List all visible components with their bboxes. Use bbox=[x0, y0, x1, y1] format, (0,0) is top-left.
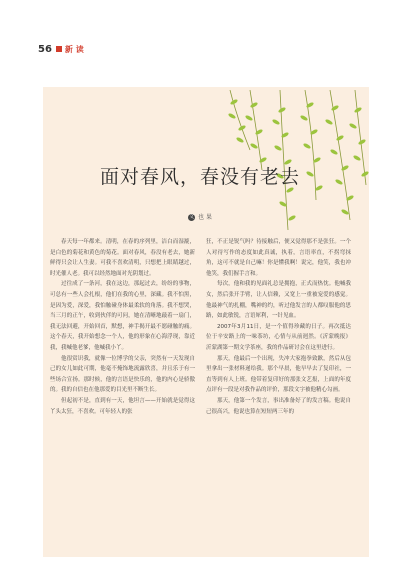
left-column bbox=[50, 237, 195, 417]
paragraph: 春天每一年都来。清明，在春的序列里，洁白而湿漉，是白色的菊花和黄色的菊花。面对春风，春没有老去，她新鲜得只会让人生妻。可我不喜欢清明，只想把上眼睛越过，时光催人老。我可以经然地面对光阴划过。 bbox=[50, 239, 195, 277]
paragraph: 每次，他和我的见面礼总是拥抱，正式而热忱。他喊我女，然后张开手臂，让人信赖，又宽上一重被宠爱的感觉。他最神气的扎棚，嘴神的约，听过他发言的人都叹服他的思路，如此敏锐，言语犀利，一针见血。 bbox=[206, 281, 351, 320]
paragraph: 狂，不正是锐气吗？待接触后，便又觉得那不是张狂。一个人对待写作的态度如此真诚，执着，言语率直，不拐弯抹角，这可不就是自己嘛！你是懂我啊！说完，他笑，我也冲他笑，我们握手言和。 bbox=[206, 239, 351, 277]
article-title: 面对春风，春没有老去 bbox=[99, 166, 300, 188]
right-column bbox=[206, 237, 351, 417]
page-header bbox=[38, 42, 84, 56]
paragraph: 他很赏识我，就像一位博学的父亲，突然有一天发现自己的女儿如此可期，他毫不掩饰地流露欣喜，并且乐于有一些场合宣扬。那时候，他的言语是快乐的，他的内心是骄傲的。我的自信也在他那爱的目光里不断生长。 bbox=[50, 355, 195, 394]
section-marker bbox=[56, 46, 62, 52]
page-number: 56 bbox=[38, 43, 52, 55]
paragraph: 2007年3月11日，是一个值得珍藏的日子。再次抵达位于辛安路上的一味茶坊，心情与从前迥然。《沂蒙晚报》沂蒙湖第一期文学茶座，我的作品研讨会在这里进行。 bbox=[206, 323, 351, 351]
paragraph: 但起初不是，直到有一天，他坦言——开始就是觉得这丫头太狂，不喜欢。可年轻人的张 bbox=[50, 397, 195, 415]
byline bbox=[0, 212, 400, 221]
section-name: 新 读 bbox=[64, 44, 84, 54]
author-mark: 文 bbox=[189, 214, 195, 220]
paragraph: 那天，他第一个发言，事出准备好了的发言稿。他说自己很高兴，他说也算在短短两三年的 bbox=[206, 397, 351, 415]
paragraph: 过往成了一条河，我在这边，那起过去，纷纷的事物，可总有一些人会扎根，他们在我的心里，深藏。我不怕黑，是因为爱，深爱，我怕触碰身体最柔软的角落。我不想哭，当三月的正午，收到伙伴的可问，她在清晰地敲着一扇门，我无法回避，开始回首，默想，神手揭开最不愿碰触的痛。这个春天，我开始想念一个人，他的形象在心海浮现，靠近我，我喊他老爹，他喊我小丫。 bbox=[50, 281, 195, 351]
paragraph: 那天，他最后一个出现，失冲大家抱拳致歉，然后从包里拿出一张材料递给我。那个早晨，他早早去了复印社，一直等到有人上班。他带着复印好的那张文艺报，上面的年度点评有一段是对我作品的评价，那段文字被他精心勾画。 bbox=[206, 355, 351, 394]
author-name: 也 果 bbox=[198, 214, 212, 221]
